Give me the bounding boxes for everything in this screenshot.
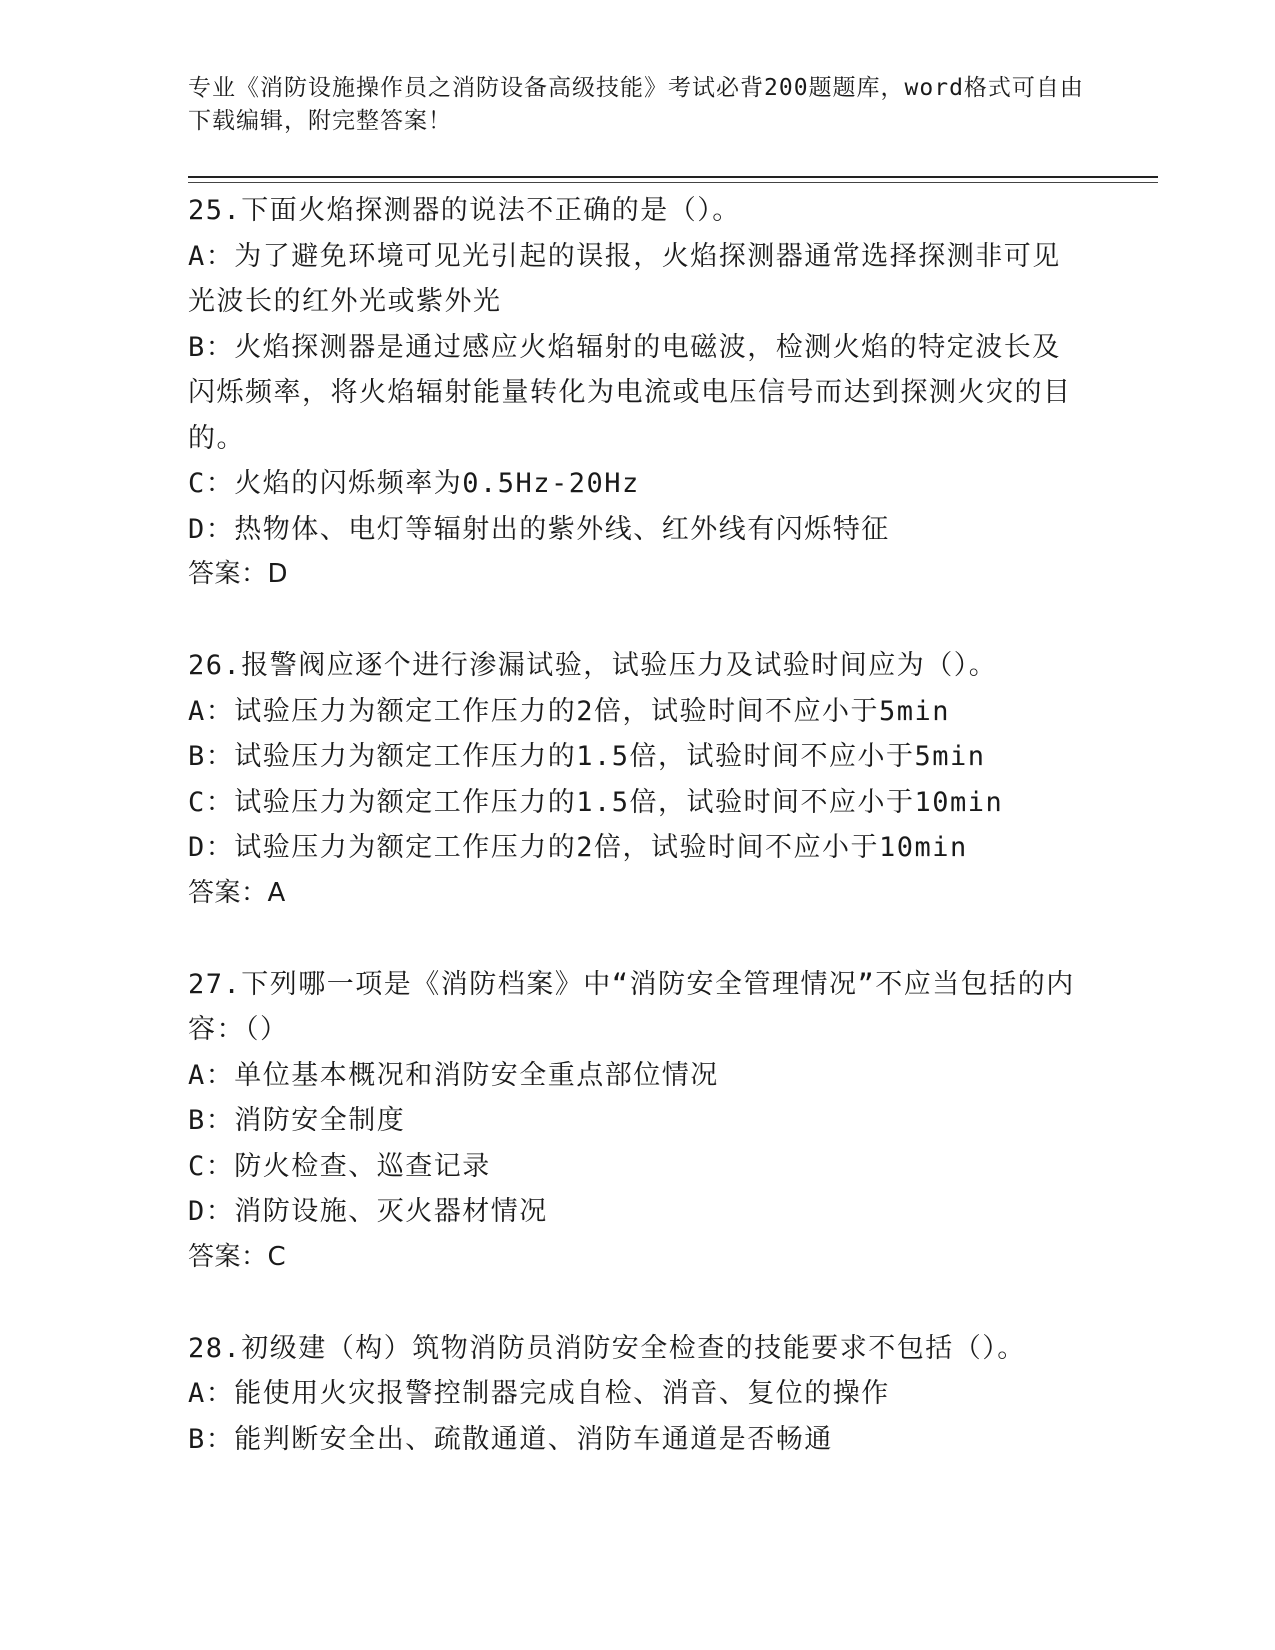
option-b: B：火焰探测器是通过感应火焰辐射的电磁波，检测火焰的特定波长及闪烁频率，将火焰辐射能量转化为电流或电压信号而达到探测火灾的目的。 (188, 331, 1072, 454)
question-27 (188, 962, 1088, 1281)
option-a: A：试验压力为额定工作压力的2倍，试验时间不应小于5min (188, 695, 951, 727)
header-rule-thin (188, 182, 1158, 183)
option-a: A：为了避免环境可见光引起的误报，火焰探测器通常选择探测非可见光波长的红外光或紫外光 (188, 240, 1061, 317)
option-b: B：消防安全制度 (188, 1105, 406, 1136)
answer: 答案：C (188, 1241, 287, 1272)
option-a: A：能使用火灾报警控制器完成自检、消音、复位的操作 (188, 1378, 890, 1409)
option-c: C：火焰的闪烁频率为0.5Hz-20Hz (188, 468, 640, 499)
question-28 (188, 1326, 1088, 1463)
header-rule-thick (188, 176, 1158, 178)
question-stem: 27.下列哪一项是《消防档案》中“消防安全管理情况”不应当包括的内容：（） (188, 968, 1075, 1045)
question-stem: 28.初级建（构）筑物消防员消防安全检查的技能要求不包括（）。 (188, 1332, 1026, 1364)
option-c: C：试验压力为额定工作压力的1.5倍，试验时间不应小于10min (188, 786, 1004, 818)
option-c: C：防火检查、巡查记录 (188, 1150, 491, 1182)
question-stem: 26.报警阀应逐个进行渗漏试验，试验压力及试验时间应为（）。 (188, 650, 998, 681)
question-25 (188, 188, 1088, 598)
option-d: D：试验压力为额定工作压力的2倍，试验时间不应小于10min (188, 832, 968, 863)
question-list (188, 188, 1088, 1508)
option-b: B：能判断安全出、疏散通道、消防车通道是否畅通 (188, 1423, 833, 1455)
document-header: 专业《消防设施操作员之消防设备高级技能》考试必背200题题库，word格式可自由下载编辑，附完整答案！ (188, 75, 1084, 134)
option-b: B：试验压力为额定工作压力的1.5倍，试验时间不应小于5min (188, 741, 986, 772)
answer: 答案：D (188, 559, 289, 589)
option-d: D：热物体、电灯等辐射出的紫外线、红外线有闪烁特征 (188, 513, 890, 545)
option-d: D：消防设施、灭火器材情况 (188, 1196, 548, 1227)
question-stem: 25.下面火焰探测器的说法不正确的是（）。 (188, 195, 741, 226)
question-26 (188, 643, 1088, 916)
answer: 答案：A (188, 877, 286, 908)
option-a: A：单位基本概况和消防安全重点部位情况 (188, 1059, 719, 1091)
